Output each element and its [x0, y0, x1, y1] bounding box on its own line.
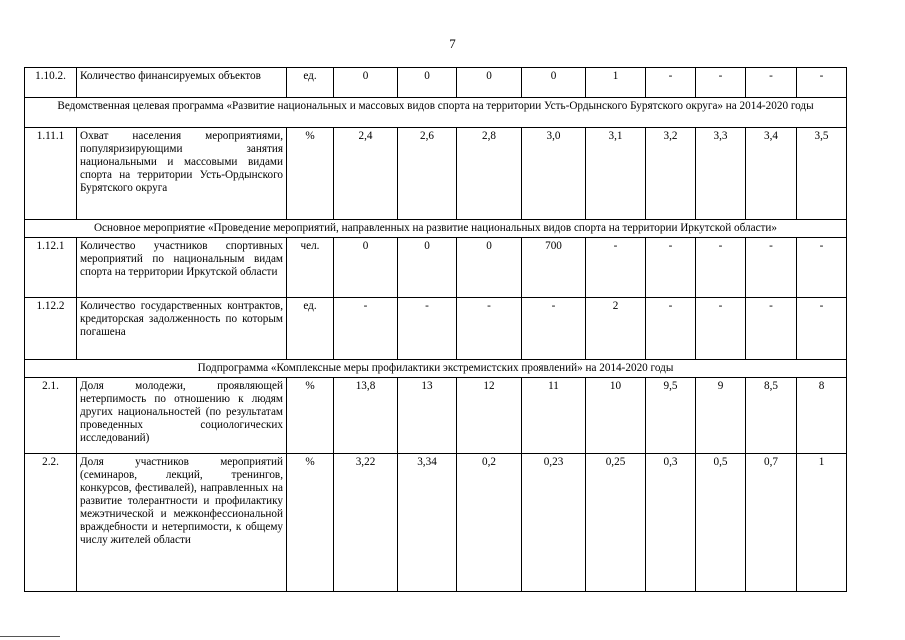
value-cell: 0,23 [522, 454, 586, 592]
value-cell: 8 [797, 378, 847, 454]
value-cell: - [586, 238, 646, 298]
value-cell: 2,8 [457, 128, 522, 220]
section-row [25, 98, 847, 128]
page-number: 7 [449, 36, 456, 51]
value-cell: 0,7 [746, 454, 797, 592]
value-cell: 0 [457, 68, 522, 98]
table-row [25, 68, 847, 98]
section-heading: Основное мероприятие «Проведение мероприятий, направленных на развитие национальных видов спорта на территории Иркутской области» [25, 220, 847, 238]
value-cell: 3,1 [586, 128, 646, 220]
indicator-name: Количество государственных контрактов, кредиторская задолженность по которым погашена [77, 298, 287, 360]
value-cell: 2 [586, 298, 646, 360]
value-cell: - [696, 238, 746, 298]
value-cell: 13,8 [334, 378, 398, 454]
unit-cell: чел. [287, 238, 334, 298]
value-cell: 1 [797, 454, 847, 592]
unit-cell: % [287, 454, 334, 592]
value-cell: - [334, 298, 398, 360]
indicator-name: Охват населения мероприятиями, популяризирующими занятия национальными и массовыми видами спорта на территории Усть-Ордынского Бурятского округа [77, 128, 287, 220]
value-cell: 10 [586, 378, 646, 454]
row-number: 1.11.1 [25, 128, 77, 220]
value-cell: 11 [522, 378, 586, 454]
table-row [25, 238, 847, 298]
value-cell: 9,5 [646, 378, 696, 454]
row-number: 1.12.1 [25, 238, 77, 298]
section-heading: Ведомственная целевая программа «Развитие национальных и массовых видов спорта на территории Усть-Ордынского Бурятского округа» на 2014-2020 годы [25, 98, 847, 128]
value-cell: 3,22 [334, 454, 398, 592]
value-cell: 13 [398, 378, 457, 454]
value-cell: 0 [398, 68, 457, 98]
scan-artifact-line [0, 636, 60, 637]
value-cell: - [646, 68, 696, 98]
value-cell: - [696, 298, 746, 360]
value-cell: 9 [696, 378, 746, 454]
table-row [25, 128, 847, 220]
indicator-name: Количество финансируемых объектов [77, 68, 287, 98]
value-cell: 3,34 [398, 454, 457, 592]
value-cell: 0,25 [586, 454, 646, 592]
value-cell: 0 [522, 68, 586, 98]
value-cell: - [746, 68, 797, 98]
row-number: 2.2. [25, 454, 77, 592]
section-row [25, 220, 847, 238]
unit-cell: % [287, 378, 334, 454]
value-cell: 1 [586, 68, 646, 98]
row-number: 1.12.2 [25, 298, 77, 360]
value-cell: - [646, 238, 696, 298]
value-cell: 2,6 [398, 128, 457, 220]
value-cell: 12 [457, 378, 522, 454]
section-heading: Подпрограмма «Комплексные меры профилактики экстремистских проявлений» на 2014-2020 годы [25, 360, 847, 378]
row-number: 2.1. [25, 378, 77, 454]
unit-cell: % [287, 128, 334, 220]
value-cell: 0 [398, 238, 457, 298]
value-cell: - [746, 238, 797, 298]
value-cell: 0 [334, 238, 398, 298]
value-cell: - [457, 298, 522, 360]
value-cell: 3,4 [746, 128, 797, 220]
value-cell: 2,4 [334, 128, 398, 220]
value-cell: 0,5 [696, 454, 746, 592]
indicator-name: Количество участников спортивных мероприятий по национальным видам спорта на территории Иркутской области [77, 238, 287, 298]
indicators-table [24, 67, 847, 592]
value-cell: - [797, 238, 847, 298]
unit-cell: ед. [287, 68, 334, 98]
value-cell: - [646, 298, 696, 360]
value-cell: 8,5 [746, 378, 797, 454]
value-cell: 3,5 [797, 128, 847, 220]
value-cell: 0 [457, 238, 522, 298]
table-row [25, 454, 847, 592]
value-cell: - [797, 298, 847, 360]
value-cell: 700 [522, 238, 586, 298]
value-cell: 0,3 [646, 454, 696, 592]
table-row [25, 298, 847, 360]
table-row [25, 378, 847, 454]
value-cell: 3,3 [696, 128, 746, 220]
value-cell: 3,0 [522, 128, 586, 220]
value-cell: - [797, 68, 847, 98]
value-cell: - [696, 68, 746, 98]
value-cell: 3,2 [646, 128, 696, 220]
value-cell: 0,2 [457, 454, 522, 592]
row-number: 1.10.2. [25, 68, 77, 98]
value-cell: 0 [334, 68, 398, 98]
unit-cell: ед. [287, 298, 334, 360]
value-cell: - [522, 298, 586, 360]
indicator-name: Доля участников мероприятий (семинаров, лекций, тренингов, конкурсов, фестивалей), направленных на развитие толерантности и профилактику межэтнической и межконфессиональной враждебности и нетерпимости, к общему числу жителей области [77, 454, 287, 592]
value-cell: - [398, 298, 457, 360]
indicator-name: Доля молодежи, проявляющей нетерпимость по отношению к людям других национальностей (по результатам проведенных социологических исследований) [77, 378, 287, 454]
section-row [25, 360, 847, 378]
value-cell: - [746, 298, 797, 360]
